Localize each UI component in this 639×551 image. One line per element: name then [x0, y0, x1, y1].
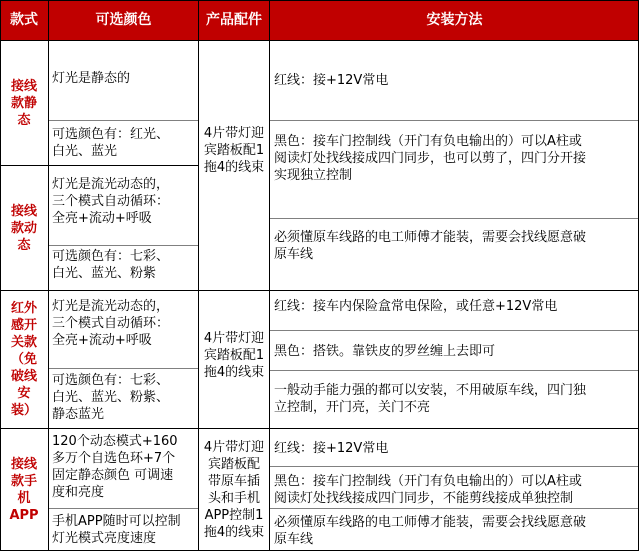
infrared-colors-text: 可选颜色有：七彩、 白光、蓝光、粉紫、 静态蓝光	[52, 373, 170, 422]
static-install-red: 红线：接+12V常电	[274, 73, 389, 88]
grid-line	[0, 40, 639, 41]
grid-line	[0, 165, 199, 166]
header-style: 款式	[0, 0, 48, 40]
accessory-app: 4片带灯迎 宾踏板配 带原车插 头和手机 APP控制1 拖4的线束	[203, 440, 265, 540]
grid-line	[0, 0, 639, 1]
grid-line	[270, 218, 638, 219]
grid-line	[0, 428, 639, 429]
style-dynamic: 接线 款动 态	[10, 203, 37, 253]
grid-line	[49, 508, 198, 509]
grid-line	[0, 0, 1, 551]
grid-line	[48, 0, 49, 551]
dynamic-colors-text: 可选颜色有：七彩、 白光、蓝光、粉紫	[52, 249, 170, 281]
header-colors: 可选颜色	[49, 0, 198, 40]
style-infrared: 红外 感开 关款 （免 破线 安 装）	[10, 301, 37, 418]
static-install-black: 黑色：接车门控制线（开门有负电输出的）可以A柱或 阅读灯处找线接成四门同步，也可以剪了，四门分开接 实现独立控制	[274, 134, 587, 183]
grid-line	[269, 0, 270, 551]
grid-line	[270, 330, 638, 331]
grid-line	[49, 120, 198, 121]
header-accessory: 产品配件	[199, 0, 269, 40]
app-colors-text: 手机APP随时可以控制 灯光模式亮度速度	[52, 514, 181, 546]
infrared-install-note: 一般动手能力强的都可以安装，不用破原车线，四门独 立控制，开门亮，关门不亮	[274, 383, 587, 415]
accessory-infrared: 4片带灯迎 宾踏板配1 拖4的线束	[203, 330, 265, 380]
grid-line	[198, 0, 199, 551]
app-install-black: 黑色：接车门控制线（开门有负电输出的）可以A柱或 阅读灯处找线接成四门同步，不能剪线接成单独控制	[274, 474, 582, 506]
grid-line	[270, 466, 638, 467]
infrared-install-black: 黑色：搭铁。靠铁皮的罗丝缠上去即可	[274, 344, 496, 359]
infrared-light-text: 灯光是流光动态的， 三个模式自动循环： 全亮+流动+呼吸	[52, 299, 170, 348]
grid-line	[0, 290, 639, 291]
app-install-note: 必须懂原车线路的电工师傅才能装，需要会找线愿意破 原车线	[274, 515, 587, 547]
static-light-text: 灯光是静态的	[52, 71, 131, 86]
dynamic-install-note: 必须懂原车线路的电工师傅才能装，需要会找线愿意破 原车线	[274, 230, 587, 262]
header-install: 安装方法	[270, 0, 639, 40]
style-app: 接线 款手 机APP	[9, 457, 39, 523]
grid-line	[49, 368, 198, 369]
accessory-wired: 4片带灯迎 宾踏板配1 拖4的线束	[203, 125, 265, 175]
style-static: 接线 款静 态	[10, 78, 37, 128]
grid-line	[49, 245, 198, 246]
dynamic-light-text: 灯光是流光动态的， 三个模式自动循环： 全亮+流动+呼吸	[52, 177, 170, 226]
static-colors-text: 可选颜色有：红光、 白光、蓝光	[52, 127, 170, 159]
infrared-install-red: 红线：接车内保险盒常电保险，或任意+12V常电	[274, 299, 558, 314]
app-light-text: 120个动态模式+160 多万个自选色环+7个 固定静态颜色 可调速 度和亮度	[52, 434, 178, 500]
grid-line	[270, 370, 638, 371]
grid-line	[270, 120, 638, 121]
app-install-red: 红线：接+12V常电	[274, 441, 389, 456]
grid-line	[270, 508, 638, 509]
